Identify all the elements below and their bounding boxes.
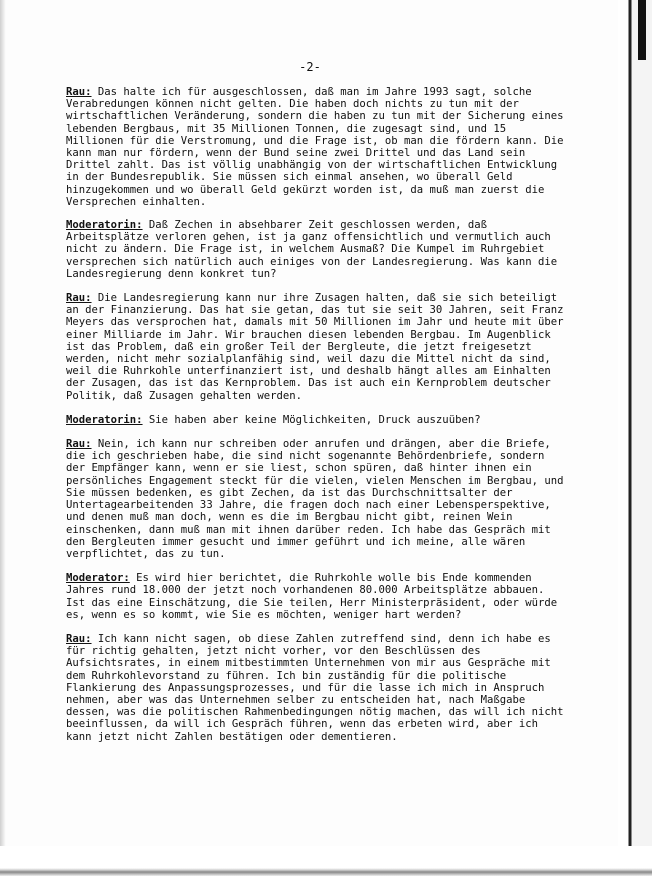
paragraph [66,572,564,621]
paragraph-text: Ich kann nicht sagen, ob diese Zahlen zutreffend sind, denn ich habe es für richtig gehalten, jetzt nicht vorher, vor den Beschlüssen des Aufsichtsrates, in einem mitbestimmten Unternehmen von mir aus Gespräche mit dem Ruhrkohlevorstand zu führen. Ich bin zuständig für die politische Flankierung des Anpassungsprozesses, und für die lasse ich mich in Anspruch nehmen, aber was das Unternehmen selber zu entscheiden hat, nach Maßgabe dessen, was die politischen Rahmenbedingungen nötig machen, das will ich nicht beeinflussen, da will ich Gespräch führen, wenn das erbeten wird, aber ich kann jetzt nicht Zahlen bestätigen oder dementieren. [66,632,564,743]
page-number: -2- [299,60,321,74]
speaker-label: Rau: [66,438,92,451]
speaker-label: Rau: [66,632,92,645]
speaker-label: Rau: [66,86,92,98]
paragraph-text: Die Landesregierung kann nur ihre Zusagen halten, daß sie sich beteiligt an der Finanzierung. Das hat sie getan, das tut sie seit 30 Jahren, seit Franz Meyers das versprochen hat, damals mit 50 Millionen im Jahr und heute mit über einer Milliarde im Jahr. Wir brauchen diesen lebenden Bergbau. Im Augenblick ist das Problem, daß ein großer Teil der Bergleute, die jetzt freigesetzt werden, nicht mehr sozialplanfähig sind, weil dazu die Mittel nicht da sind, weil die Ruhrkohle unterfinanziert ist, und deshalb hängt alles am Einhalten der Zusagen, das ist das Kernproblem. Das ist auch ein Kernproblem deutscher Politik, daß Zusagen gehalten werden. [66,292,564,402]
paragraph [66,219,564,280]
paragraph [66,633,564,743]
paragraph [66,438,564,560]
paragraph-text: Daß Zechen in absehbarer Zeit geschlossen werden, daß Arbeitsplätze verloren gehen, ist ja ganz offensichtlich und vermutlich auch nicht zu ändern. Die Frage ist, in welchem Ausmaß? Die Kumpel im Ruhrgebiet versprechen sich natürlich auch einiges von der Landesregierung. Was kann die Landesregierung denn konkret tun? [66,219,558,280]
scan-edge-right [618,0,652,876]
paragraph-text: Es wird hier berichtet, die Ruhrkohle wolle bis Ende kommenden Jahres rund 18.000 der jetzt noch vorhandenen 80.000 Arbeitsplätze abbauen. Ist das eine Einschätzung, die Sie teilen, Herr Ministerpräsident, oder würde es, wenn es so kommt, wie Sie es möchten, weniger hart werden? [66,572,558,621]
paragraph-text: Nein, ich kann nur schreiben oder anrufen und drängen, aber die Briefe, die ich geschrieben habe, die sind nicht sogenannte Behördenbriefe, sondern der Empfänger kann, wenn er sie liest, schon spüren, daß hinter ihnen ein persönliches Engagement steckt für die vielen, vielen Menschen im Bergbau, und Sie müssen bedenken, es gibt Zechen, da ist das Durchschnittsalter der Untertagearbeitenden 33 Jahre, die fragen doch nach einer Lebensperspektive, und denen muß man doch, wenn es die im Bergbau nicht gibt, reinen Wein einschenken, dann muß man mit ihnen darüber reden. Ich habe das Gespräch mit den Bergleuten immer gesucht und immer geführt und ich meine, alle wären verpflichtet, das zu tun. [66,438,564,560]
paragraph [66,292,564,402]
speaker-label: Rau: [66,292,92,305]
scan-edge-left [0,0,6,876]
speaker-label: Moderatorin: [66,413,143,426]
transcript-body [66,86,564,755]
paragraph-text: Sie haben aber keine Möglichkeiten, Druck auszuüben? [142,413,481,426]
speaker-label: Moderatorin: [66,219,143,232]
paragraph-text: Das halte ich für ausgeschlossen, daß man im Jahre 1993 sagt, solche Verabredungen können nicht gelten. Die haben doch nichts zu tun mit der wirtschaftlichen Veränderung, sondern die haben zu tun mit der Sicherung eines lebenden Bergbaus, mit 35 Millionen Tonnen, die zugesagt sind, und 15 Millionen für die Verstromung, und die Frage ist, ob man die fördern kann. Die kann man nur fördern, wenn der Bund seine zwei Drittel und das Land sein Drittel zahlt. Das ist völlig unabhängig von der wirtschaftlichen Entwicklung in der Bundesrepublik. Sie müssen sich einmal ansehen, wo überall Geld hinzugekommen und wo überall Geld gekürzt worden ist, da muß man zuerst die Versprechen einhalten. [66,86,564,208]
paragraph [66,86,564,208]
paragraph [66,414,564,426]
scan-edge-bottom [0,846,652,876]
speaker-label: Moderator: [66,572,130,585]
